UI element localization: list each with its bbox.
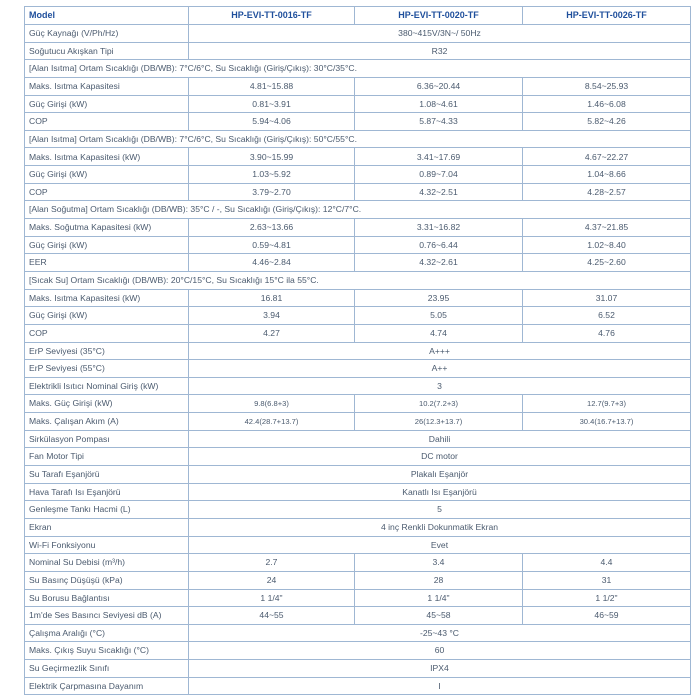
row-label: ErP Seviyesi (35°C) [25, 342, 189, 360]
row-value: 4.4 [523, 554, 691, 572]
row-value: 4 inç Renkli Dokunmatik Ekran [189, 518, 691, 536]
row-value: 3.94 [189, 307, 355, 325]
row-value: 0.89~7.04 [355, 166, 523, 184]
section-row [25, 130, 691, 148]
table-row [25, 113, 691, 131]
row-value: 1.08~4.61 [355, 95, 523, 113]
row-value: 3.41~17.69 [355, 148, 523, 166]
row-label: Güç Girişi (kW) [25, 95, 189, 113]
row-value: 1 1/4" [355, 589, 523, 607]
row-value: 30.4(16.7+13.7) [523, 413, 691, 431]
row-value: Dahili [189, 430, 691, 448]
row-value: 23.95 [355, 289, 523, 307]
row-value: 3.79~2.70 [189, 183, 355, 201]
row-value: 0.59~4.81 [189, 236, 355, 254]
section-title: [Alan Soğutma] Ortam Sıcaklığı (DB/WB): 35°C / -, Su Sıcaklığı (Giriş/Çıkış): 12°C/7°C. [25, 201, 691, 219]
table-row [25, 166, 691, 184]
row-value: 5.05 [355, 307, 523, 325]
table-row [25, 289, 691, 307]
row-label: Çalışma Aralığı (°C) [25, 624, 189, 642]
row-value: 45~58 [355, 607, 523, 625]
table-row [25, 448, 691, 466]
table-row [25, 324, 691, 342]
table-row [25, 536, 691, 554]
row-value: 42.4(28.7+13.7) [189, 413, 355, 431]
table-row [25, 677, 691, 695]
table-row [25, 307, 691, 325]
row-value: 26(12.3+13.7) [355, 413, 523, 431]
row-value: 1.46~6.08 [523, 95, 691, 113]
row-value: 46~59 [523, 607, 691, 625]
row-value: 16.81 [189, 289, 355, 307]
row-value: 4.81~15.88 [189, 77, 355, 95]
row-label: Su Tarafı Eşanjörü [25, 466, 189, 484]
row-value: 31.07 [523, 289, 691, 307]
row-value: 2.63~13.66 [189, 219, 355, 237]
row-value: 3 [189, 377, 691, 395]
model-name: HP-EVI-TT-0020-TF [355, 7, 523, 25]
row-value: 9.8(6.8+3) [189, 395, 355, 413]
row-label: Elektrik Çarpmasına Dayanım [25, 677, 189, 695]
row-value: 4.25~2.60 [523, 254, 691, 272]
row-value: IPX4 [189, 660, 691, 678]
section-row [25, 201, 691, 219]
row-value: 1 1/2" [523, 589, 691, 607]
row-value: 3.31~16.82 [355, 219, 523, 237]
table-row [25, 395, 691, 413]
row-label: Sirkülasyon Pompası [25, 430, 189, 448]
section-title: [Sıcak Su] Ortam Sıcaklığı (DB/WB): 20°C/15°C, Su Sıcaklığı 15°C ila 55°C. [25, 271, 691, 289]
table-row [25, 518, 691, 536]
row-label: COP [25, 113, 189, 131]
row-label: 1m'de Ses Basıncı Seviyesi dB (A) [25, 607, 189, 625]
row-value: 4.27 [189, 324, 355, 342]
row-value: 4.37~21.85 [523, 219, 691, 237]
row-value: 4.32~2.61 [355, 254, 523, 272]
table-row [25, 430, 691, 448]
row-label: Güç Kaynağı (V/Ph/Hz) [25, 25, 189, 43]
table-row [25, 77, 691, 95]
section-title: [Alan Isıtma] Ortam Sıcaklığı (DB/WB): 7°C/6°C, Su Sıcaklığı (Giriş/Çıkış): 30°C/35°C. [25, 60, 691, 78]
section-row [25, 60, 691, 78]
table-row [25, 554, 691, 572]
row-label: Maks. Güç Girişi (kW) [25, 395, 189, 413]
table-row [25, 25, 691, 43]
table-row [25, 642, 691, 660]
table-row [25, 571, 691, 589]
row-label: Fan Motor Tipi [25, 448, 189, 466]
row-label: Hava Tarafı Isı Eşanjörü [25, 483, 189, 501]
row-value: 24 [189, 571, 355, 589]
row-label: COP [25, 324, 189, 342]
table-row [25, 589, 691, 607]
table-row [25, 413, 691, 431]
row-value: 1.03~5.92 [189, 166, 355, 184]
section-row [25, 271, 691, 289]
row-value: 3.90~15.99 [189, 148, 355, 166]
spec-body [25, 25, 691, 695]
row-value: 6.36~20.44 [355, 77, 523, 95]
row-label: Nominal Su Debisi (m³/h) [25, 554, 189, 572]
row-value: A+++ [189, 342, 691, 360]
row-value: Kanatlı Isı Eşanjörü [189, 483, 691, 501]
row-value: 60 [189, 642, 691, 660]
row-value: I [189, 677, 691, 695]
row-value: 5 [189, 501, 691, 519]
row-value: 4.28~2.57 [523, 183, 691, 201]
row-label: Güç Girişi (kW) [25, 307, 189, 325]
model-name: HP-EVI-TT-0016-TF [189, 7, 355, 25]
row-value: 4.32~2.51 [355, 183, 523, 201]
row-label: Maks. Isıtma Kapasitesi [25, 77, 189, 95]
table-row [25, 483, 691, 501]
spec-table [24, 6, 691, 695]
row-value: 6.52 [523, 307, 691, 325]
row-label: Wi-Fi Fonksiyonu [25, 536, 189, 554]
row-label: Genleşme Tankı Hacmi (L) [25, 501, 189, 519]
table-row [25, 183, 691, 201]
row-value: 380~415V/3N~/ 50Hz [189, 25, 691, 43]
row-label: Ekran [25, 518, 189, 536]
table-row [25, 660, 691, 678]
row-label: Su Geçirmezlik Sınıfı [25, 660, 189, 678]
row-label: COP [25, 183, 189, 201]
model-header: Model [25, 7, 189, 25]
row-label: ErP Seviyesi (55°C) [25, 360, 189, 378]
row-label: Su Basınç Düşüşü (kPa) [25, 571, 189, 589]
table-row [25, 377, 691, 395]
row-label: Soğutucu Akışkan Tipi [25, 42, 189, 60]
row-value: A++ [189, 360, 691, 378]
row-label: Güç Girişi (kW) [25, 236, 189, 254]
row-value: 4.74 [355, 324, 523, 342]
row-value: 2.7 [189, 554, 355, 572]
row-value: 10.2(7.2+3) [355, 395, 523, 413]
row-value: Evet [189, 536, 691, 554]
row-value: 44~55 [189, 607, 355, 625]
table-row [25, 360, 691, 378]
row-label: Maks. Soğutma Kapasitesi (kW) [25, 219, 189, 237]
table-row [25, 42, 691, 60]
spec-sheet [24, 6, 690, 695]
header-row [25, 7, 691, 25]
row-value: 3.4 [355, 554, 523, 572]
table-row [25, 254, 691, 272]
row-label: Güç Girişi (kW) [25, 166, 189, 184]
row-value: 5.94~4.06 [189, 113, 355, 131]
row-value: 1 1/4" [189, 589, 355, 607]
row-value: Plakalı Eşanjör [189, 466, 691, 484]
row-value: -25~43 °C [189, 624, 691, 642]
row-value: 4.76 [523, 324, 691, 342]
section-title: [Alan Isıtma] Ortam Sıcaklığı (DB/WB): 7°C/6°C, Su Sıcaklığı (Giriş/Çıkış): 50°C/55°C. [25, 130, 691, 148]
model-name: HP-EVI-TT-0026-TF [523, 7, 691, 25]
table-row [25, 342, 691, 360]
row-value: 5.87~4.33 [355, 113, 523, 131]
table-row [25, 148, 691, 166]
row-value: 1.04~8.66 [523, 166, 691, 184]
row-value: 31 [523, 571, 691, 589]
row-value: 4.46~2.84 [189, 254, 355, 272]
row-value: 28 [355, 571, 523, 589]
row-value: 0.81~3.91 [189, 95, 355, 113]
table-row [25, 624, 691, 642]
table-row [25, 236, 691, 254]
row-value: 0.76~6.44 [355, 236, 523, 254]
row-value: R32 [189, 42, 691, 60]
row-label: Maks. Isıtma Kapasitesi (kW) [25, 148, 189, 166]
table-row [25, 466, 691, 484]
row-value: 8.54~25.93 [523, 77, 691, 95]
row-label: Su Borusu Bağlantısı [25, 589, 189, 607]
row-value: 1.02~8.40 [523, 236, 691, 254]
row-value: 5.82~4.26 [523, 113, 691, 131]
row-value: 4.67~22.27 [523, 148, 691, 166]
row-label: Maks. Çalışan Akım (A) [25, 413, 189, 431]
row-value: DC motor [189, 448, 691, 466]
row-label: Elektrikli Isıtıcı Nominal Giriş (kW) [25, 377, 189, 395]
row-value: 12.7(9.7+3) [523, 395, 691, 413]
row-label: Maks. Isıtma Kapasitesi (kW) [25, 289, 189, 307]
table-row [25, 219, 691, 237]
row-label: Maks. Çıkış Suyu Sıcaklığı (°C) [25, 642, 189, 660]
row-label: EER [25, 254, 189, 272]
table-row [25, 95, 691, 113]
table-row [25, 501, 691, 519]
table-row [25, 607, 691, 625]
